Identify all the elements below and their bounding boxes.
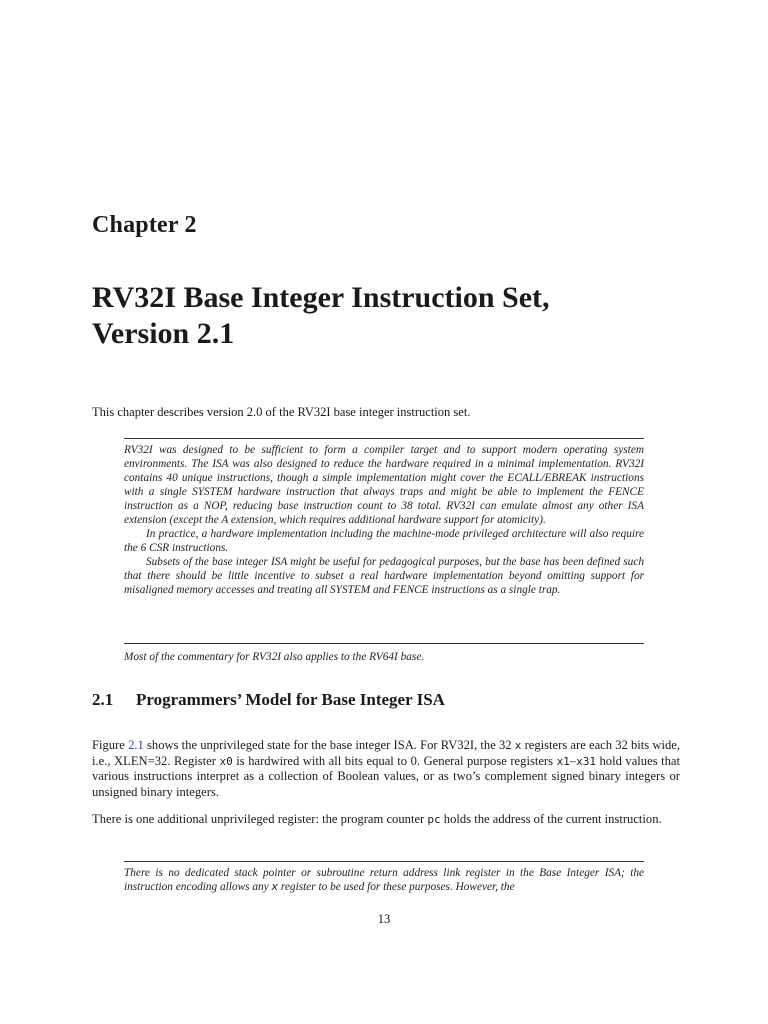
text-run: hold values that various instructions interpret as a collection of Boolean values, or as two’s complement signed binary integers or unsigned binary integers. — [92, 753, 680, 799]
commentary-block-stack-pointer — [124, 861, 644, 894]
commentary-paragraph: In practice, a hardware implementation including the machine-mode privileged architecture will also require the 6 CSR instructions. — [124, 528, 644, 554]
code-run: x31 — [576, 754, 596, 768]
chapter-label: Chapter 2 — [92, 212, 197, 238]
text-run: shows the unprivileged state for the base integer ISA. For RV32I, the 32 — [143, 738, 515, 752]
page-number: 13 — [377, 912, 391, 926]
commentary-block-rv64i — [124, 643, 644, 664]
commentary-paragraph — [124, 866, 644, 894]
text-run: register to be used for these purposes. However, the — [278, 881, 515, 893]
code-run: x1 — [556, 754, 570, 768]
chapter-title-line-2: Version 2.1 — [92, 317, 235, 350]
code-run: x — [514, 739, 522, 752]
chapter-title-line-1: RV32I Base Integer Instruction Set, — [92, 281, 550, 314]
commentary-paragraph: Subsets of the base integer ISA might be useful for pedagogical purposes, but the base has been defined such that there should be little incentive to subset a real hardware implementation beyond omitting support for misaligned memory accesses and treating all SYSTEM and FENCE instructions as a single trap. — [124, 556, 644, 596]
figure-reference-link[interactable]: 2.1 — [128, 738, 144, 752]
code-run: x0 — [219, 754, 233, 768]
text-run: There is no dedicated stack pointer or subroutine return address link register in the Base Integer ISA; the instruction encoding allows any — [124, 867, 644, 893]
section-number: 2.1 — [92, 690, 114, 709]
code-run: x — [271, 880, 279, 893]
body-paragraph-pc — [92, 812, 680, 828]
text-run: – — [569, 753, 577, 768]
text-run: There is one additional unprivileged register: the program counter — [92, 812, 428, 826]
chapter-title — [92, 280, 692, 352]
commentary-paragraph: Most of the commentary for RV32I also applies to the RV64I base. — [124, 651, 425, 663]
body-paragraph-registers — [92, 738, 680, 800]
commentary-block-rv32i — [124, 438, 644, 607]
code-run: pc — [427, 813, 441, 826]
text-run: Figure — [92, 738, 129, 752]
text-run: registers are each 32 bits wide, i.e., XLEN=32. Register — [92, 738, 681, 768]
section-heading — [92, 690, 445, 710]
commentary-paragraph: RV32I was designed to be sufficient to form a compiler target and to support modern operating system environments. The ISA was also designed to reduce the hardware required in a minimal implementation. RV32I contains 40 unique instructions, though a simple implementation might cover the ECALL/EBREAK instructions with a single SYSTEM hardware instruction that always traps and might be able to implement the FENCE instruction as a NOP, reducing base instruction count to 38 total. RV32I can emulate almost any other ISA extension (except the A extension, which requires additional hardware support for atomicity). — [124, 444, 644, 526]
intro-paragraph: This chapter describes version 2.0 of the RV32I base integer instruction set. — [92, 405, 471, 419]
section-title: Programmers’ Model for Base Integer ISA — [136, 690, 445, 709]
text-run: is hardwired with all bits equal to 0. General purpose registers — [232, 753, 557, 768]
text-run: holds the address of the current instruction. — [440, 812, 662, 826]
